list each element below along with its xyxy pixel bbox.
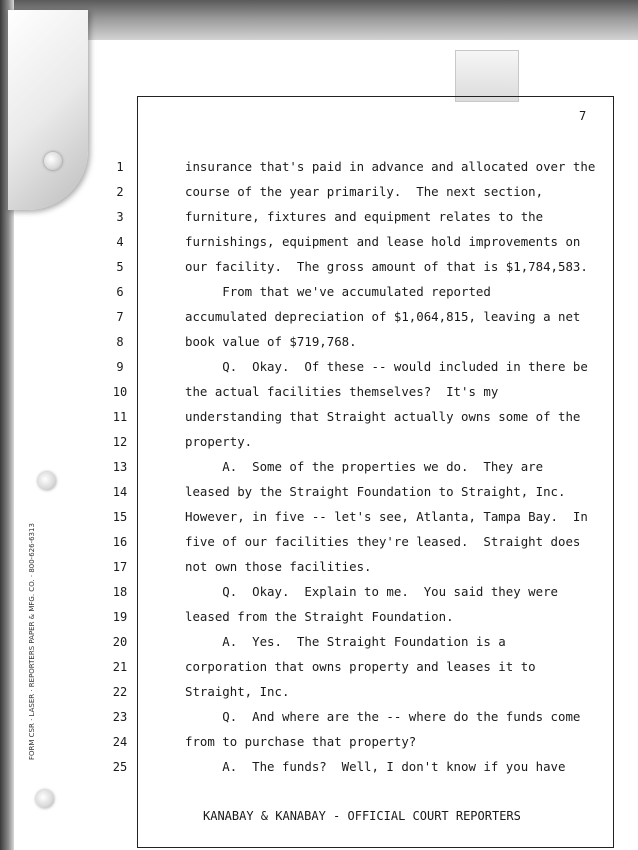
transcript-body xyxy=(185,158,610,783)
line-number: 14 xyxy=(112,485,128,499)
transcript-line: book value of $719,768. xyxy=(185,334,357,349)
line-number: 6 xyxy=(116,285,124,299)
line-number: 22 xyxy=(112,685,128,699)
transcript-line: Q. Okay. Explain to me. You said they were xyxy=(185,584,558,599)
transcript-line: our facility. The gross amount of that is $1,784,583. xyxy=(185,259,588,274)
line-number: 10 xyxy=(112,385,128,399)
index-tab xyxy=(455,50,519,102)
transcript-line: property. xyxy=(185,434,253,449)
transcript-line: insurance that's paid in advance and allocated over the xyxy=(185,159,596,174)
transcript-line: accumulated depreciation of $1,064,815, leaving a net xyxy=(185,309,581,324)
line-number: 9 xyxy=(116,360,124,374)
transcript-line: leased from the Straight Foundation. xyxy=(185,609,454,624)
transcript-line: From that we've accumulated reported xyxy=(185,284,491,299)
line-number: 12 xyxy=(112,435,128,449)
line-number: 25 xyxy=(112,760,128,774)
line-number: 11 xyxy=(112,410,128,424)
line-number: 3 xyxy=(116,210,124,224)
line-number: 17 xyxy=(112,560,128,574)
line-number: 1 xyxy=(116,160,124,174)
line-number: 24 xyxy=(112,735,128,749)
line-number: 2 xyxy=(116,185,124,199)
line-number: 21 xyxy=(112,660,128,674)
transcript-line: furnishings, equipment and lease hold improvements on xyxy=(185,234,581,249)
line-number: 18 xyxy=(112,585,128,599)
line-number: 13 xyxy=(112,460,128,474)
reporter-footer: KANABAY & KANABAY - OFFICIAL COURT REPORTERS xyxy=(203,809,521,823)
line-number: 15 xyxy=(112,510,128,524)
transcript-line: corporation that owns property and leases it to xyxy=(185,659,536,674)
margin-imprint-text: FORM CSR · LASER · REPORTERS PAPER & MFG. CO. · 800-626-6313 xyxy=(28,523,36,760)
transcript-line: furniture, fixtures and equipment relates to the xyxy=(185,209,544,224)
line-number: 19 xyxy=(112,610,128,624)
line-number: 16 xyxy=(112,535,128,549)
transcript-line: understanding that Straight actually owns some of the xyxy=(185,409,581,424)
line-number-column xyxy=(100,158,140,783)
transcript-line: A. Some of the properties we do. They are xyxy=(185,459,544,474)
transcript-line: course of the year primarily. The next section, xyxy=(185,184,544,199)
transcript-line: five of our facilities they're leased. Straight does xyxy=(185,534,581,549)
transcript-line: A. Yes. The Straight Foundation is a xyxy=(185,634,506,649)
binder-hole-bottom xyxy=(36,790,54,808)
line-number: 8 xyxy=(116,335,124,349)
line-number: 23 xyxy=(112,710,128,724)
margin-imprint xyxy=(28,520,48,760)
transcript-line: from to purchase that property? xyxy=(185,734,417,749)
binder-hole-top xyxy=(44,152,62,170)
transcript-line: Straight, Inc. xyxy=(185,684,290,699)
page-number: 7 xyxy=(579,109,587,123)
binder-hole-middle xyxy=(38,472,56,490)
transcript-line: A. The funds? Well, I don't know if you have xyxy=(185,759,566,774)
transcript-line: leased by the Straight Foundation to Straight, Inc. xyxy=(185,484,566,499)
folded-page-corner xyxy=(8,10,88,210)
line-number: 5 xyxy=(116,260,124,274)
line-number: 7 xyxy=(116,310,124,324)
transcript-line: Q. Okay. Of these -- would included in there be xyxy=(185,359,588,374)
transcript-line: the actual facilities themselves? It's my xyxy=(185,384,499,399)
transcript-line: not own those facilities. xyxy=(185,559,372,574)
line-number: 4 xyxy=(116,235,124,249)
line-number: 20 xyxy=(112,635,128,649)
transcript-line: However, in five -- let's see, Atlanta, Tampa Bay. In xyxy=(185,509,588,524)
transcript-line: Q. And where are the -- where do the funds come xyxy=(185,709,581,724)
